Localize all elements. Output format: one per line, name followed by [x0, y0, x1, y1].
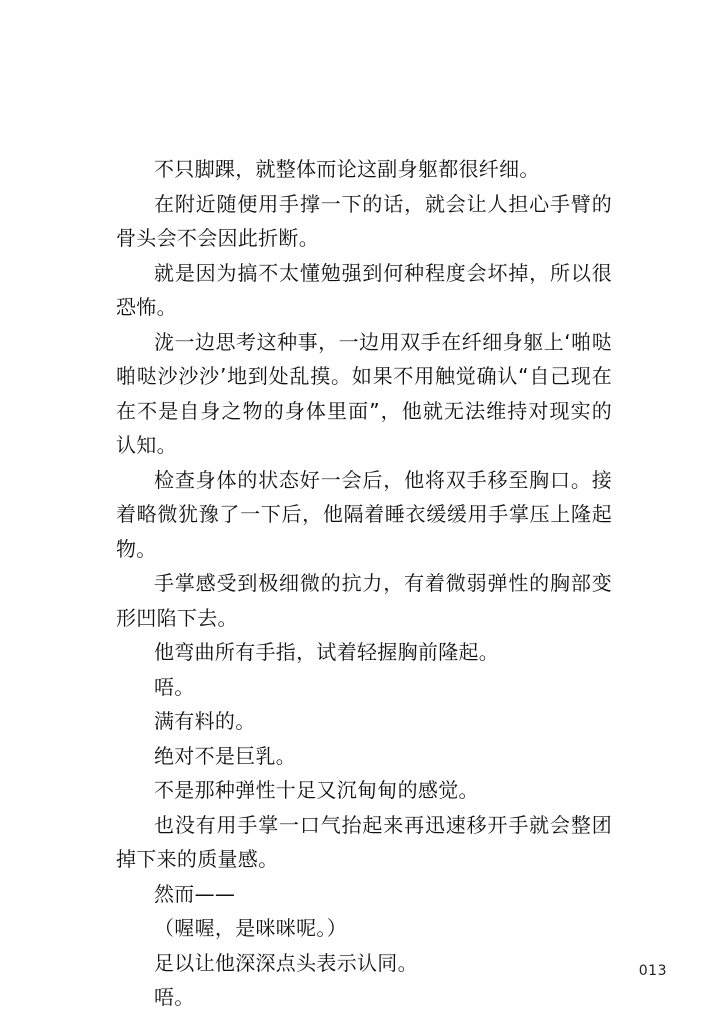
body-text: [116, 152, 612, 1015]
paragraph: 在附近随便用手撑一下的话，就会让人担心手臂的骨头会不会因此折断。: [116, 191, 612, 250]
paragraph: 手掌感受到极细微的抗力，有着微弱弹性的胸部变形凹陷下去。: [116, 571, 612, 630]
paragraph: 他弯曲所有手指，试着轻握胸前隆起。: [154, 640, 500, 664]
paragraph: 就是因为搞不太懂勉强到何种程度会坏掉，所以很恐怖。: [116, 260, 612, 319]
paragraph: 然而——: [154, 881, 236, 906]
paragraph: 满有料的。: [154, 709, 256, 733]
paragraph: 唔。: [154, 985, 195, 1009]
paragraph: 足以让他深深点头表示认同。: [154, 950, 418, 975]
paragraph: 不是那种弹性十足又沉甸甸的感觉。: [154, 778, 479, 802]
paragraph: 也没有用手掌一口气抬起来再迅速移开手就会整团掉下来的质量感。: [116, 812, 612, 871]
page-number: 013: [638, 963, 667, 979]
paragraph: 唔。: [154, 674, 195, 699]
paragraph: 不只脚踝，就整体而论这副身躯都很纤细。: [154, 157, 540, 181]
paragraph: 泷一边思考这种事，一边用双手在纤细身躯上‘啪哒啪哒沙沙沙’地到处乱摸。如果不用触觉确认“自己现在在不是自身之物的身体里面”，他就无法维持对现实的认知。: [116, 329, 612, 457]
paragraph: （喔喔，是咪咪呢。）: [154, 916, 347, 940]
paragraph: 绝对不是巨乳。: [154, 743, 297, 768]
paragraph: 检查身体的状态好一会后，他将双手移至胸口。接着略微犹豫了一下后，他隔着睡衣缓缓用手掌压上隆起物。: [116, 467, 612, 561]
